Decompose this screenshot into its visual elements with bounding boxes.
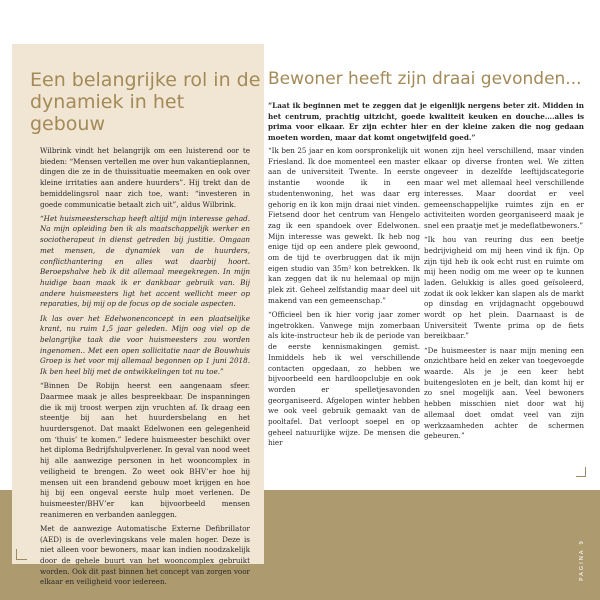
left-paragraph: “Binnen De Robijn heerst een aangenaam sfeer. Daarmee maak je alles bespreekbaar. De inspanningen die ik mij troost werpen zijn vruchten af. Ik draag een steentje bij aan het huurdersbelang en het huurdersgenot. Dat maakt Edelwonen een gelegenheid om ‘thuis’ te komen.” Iedere huismeester beschikt over het diploma Bedrijfshulpverlener. In geval van nood weet hij alle aanwezige personen in het wooncomplex in veiligheid te brengen. Zo weet ook BHV’er hoe hij mensen uit een brandend gebouw moet krijgen en hoe hij bij een ongeval eerste hulp moet verlenen. De huismeester/BHV’er kan bijvoorbeeld mensen reanimeren en verbanden aanleggen. xyxy=(40,381,250,519)
left-paragraph: Met de aanwezige Automatische Externe Defibrillator (AED) is de overlevingskans vele malen hoger. Deze is niet alleen voor bewoners, maar kan indien noodzakelijk door de gehele buurt van het wooncomplex gebruikt worden. Ook dit past binnen het concept van zorgen voor elkaar en veiligheid voor iedereen. xyxy=(40,523,250,587)
right-paragraph: “Officieel ben ik hier vorig jaar zomer ingetrokken. Vanwege mijn zomerbaan als kite-instructeur heb ik de periode van de eerste kennismakingen gemist. Inmiddels heb ik wel verschillende contacten opgedaan, zo hebben we bijvoorbeeld een hardloopclubje en ook worden er spelletjesavonden georganiseerd. Afgelopen winter hebben we ook veel gebruik gemaakt van de pooltafel. Dat verloopt soepel en op geheel natuurlijke wijze. De mensen die hier xyxy=(268,310,420,448)
right-article-column-2 xyxy=(424,146,584,445)
right-article-column-1 xyxy=(268,146,420,453)
right-paragraph: “De huismeester is naar mijn mening een onzichtbare held en zeker van toegevoegde waarde. Als je je een keer hebt buitengesloten en je belt, dan komt hij er zo snel mogelijk aan. Veel bewoners hebben misschien niet door wat hij allemaal doet omdat veel van zijn werkzaamheden achter de schermen gebeuren.” xyxy=(424,345,584,441)
page-number-label: PAGINA 9 xyxy=(579,539,585,581)
right-article-title: Bewoner heeft zijn draai gevonden... xyxy=(268,69,582,89)
left-paragraph: “Het huismeesterschap heeft altijd mijn interesse gehad. Na mijn opleiding ben ik als maatschappelijk werker en sociotherapeut in dienst getreden bij justitie. Omgaan met mensen, de dynamiek van de huurders, conflicthantering en alles wat daarbij hoort. Beroepshalve heb ik dit allemaal meegekregen. In mijn huidige baan maak ik er dankbaar gebruik van. Bij andere huismeesters ligt het accent wellicht meer op reparaties, bij mij op de focus op de sociale aspecten. xyxy=(40,213,250,309)
corner-mark xyxy=(576,467,586,477)
right-paragraph: wonen zijn heel verschillend, maar vinden elkaar op diverse fronten wel. We zitten ongeveer in dezelfde leeftijdscategorie maar wel met allemaal heel verschillende interesses. Maar doordat er veel gemeenschappelijke ruimtes zijn en er activiteiten worden georganiseerd maak je snel een praatje met je medeflatbewoners.” xyxy=(424,146,584,230)
right-paragraph: “Ik ben 25 jaar en kom oorspronkelijk uit Friesland. Ik doe momenteel een master aan de universiteit Twente. In eerste instantie woonde ik in een studentenwoning, het was daar erg gehorig en ik kon mijn draai niet vinden. Fietsend door het centrum van Hengelo zag ik een spandoek over Edelwonen. Mijn interesse was gewekt. Ik heb nog enige tijd op een andere plek gewoond, om de tijd te overbruggen dat ik mijn eigen studio van 35m² kon betrekken. Ik kan zeggen dat ik nu helemaal op mijn plek zit. Geheel zelfstandig maar deel uit makend van een gemeenschap.” xyxy=(268,146,420,305)
left-article-body xyxy=(40,146,250,592)
right-paragraph: “Ik hou van reuring dus een beetje bedrijvigheid om mij heen vind ik fijn. Op zijn tijd heb ik ook echt rust en ruimte om mij heen nodig om me weer op te kunnen laden. Gelukkig is alles goed geïsoleerd, zodat ik ook lekker kan slapen als de markt op dinsdag en vrijdagnacht opgebouwd wordt op het plein. Daarnaast is de Universiteit Twente prima op de fiets bereikbaar.” xyxy=(424,235,584,341)
left-paragraph: Wilbrink vindt het belangrijk om een luisterend oor te bieden: “Mensen vertellen me over hun vakantieplannen, dingen die ze in de thuissituatie meemaken en ook over kleine irritaties aan andere huurders”. Hij trekt dan de bemiddelingsrol naar zich toe, want: “investeren in goede communicatie betaalt zich uit”, aldus Wilbrink. xyxy=(40,146,250,209)
left-paragraph: Ik las over het Edelwonenconcept in een plaatselijke krant, nu ruim 1,5 jaar geleden. Mijn oog viel op de belangrijke taak die voor huismeesters zou worden ingenomen.. Met een open sollicitatie naar de Bouwhuis Groep is het voor mij allemaal begonnen op 1 juni 2018. Ik ben heel blij met de ontwikkelingen tot nu toe.” xyxy=(40,313,250,377)
right-article-intro: “Laat ik beginnen met te zeggen dat je eigenlijk nergens beter zit. Midden in het centrum, prachtig uitzicht, goede kwaliteit keuken en douche….alles is prima voor elkaar. Er zijn echter hier en der kleine zaken die nog gedaan moeten worden, maar dat komt ongetwijfeld goed.” xyxy=(268,101,584,143)
left-article-title: Een belangrijke rol in de dynamiek in het gebouw xyxy=(30,69,261,135)
